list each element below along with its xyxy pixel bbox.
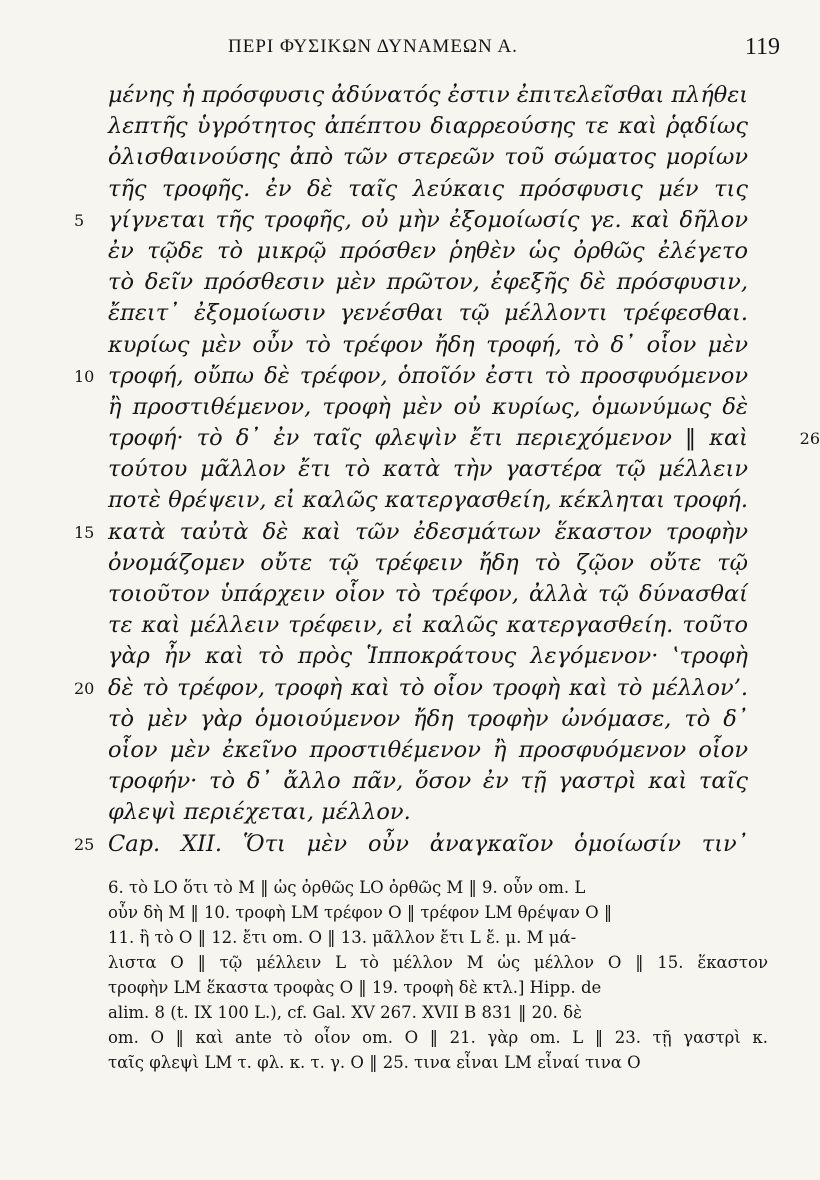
page-number: 119: [744, 34, 780, 60]
text-line: [108, 766, 776, 797]
footnote-line: οὖν δὴ M ‖ 10. τροφὴ LM τρέφον O ‖ τρέφον LM θρέψαν O ‖: [108, 903, 613, 922]
line-text: τροφήν· τὸ δ᾽ ἄλλο πᾶν, ὅσον ἐν τῇ γαστρὶ καὶ ταῖς: [108, 768, 748, 795]
text-line: [108, 236, 776, 267]
line-text: γὰρ ἦν καὶ τὸ πρὸς Ἱπποκράτους λεγόμενον· ‛τροφὴ: [108, 643, 748, 670]
footnote-line: λιστα O ‖ τῷ μέλλειν L τὸ μέλλον M ὡς μέλλον O ‖ 15. ἕκαστον: [108, 953, 768, 972]
critical-apparatus: [108, 875, 776, 1075]
text-line: [108, 423, 820, 454]
footnote-line: τροφὴν LM ἕκαστα τροφὰς O ‖ 19. τροφὴ δὲ κτλ.] Hipp. de: [108, 978, 602, 997]
line-text: τροφή· τὸ δ᾽ ἐν ταῖς φλεψὶν ἔτι περιεχόμενον ‖ καὶ: [108, 425, 748, 452]
text-line: [108, 610, 776, 641]
line-text: ἢ προστιθέμενον, τροφὴ μὲν οὐ κυρίως, ὁμωνύμως δὲ: [108, 393, 748, 420]
text-line: [108, 548, 776, 579]
line-text: τούτου μᾶλλον ἔτι τὸ κατὰ τὴν γαστέρα τῷ μέλλειν: [108, 456, 748, 483]
line-text: λεπτῆς ὑγρότητος ἀπέπτου διαρρεούσης τε καὶ ῥᾳδίως: [108, 113, 748, 140]
text-line: [74, 361, 776, 392]
text-line: [108, 392, 776, 423]
line-text: τοιοῦτον ὑπάρχειν οἷον τὸ τρέφον, ἀλλὰ τῷ δύνασθαί: [108, 581, 748, 607]
text-line: [108, 797, 776, 828]
text-line: [108, 111, 776, 142]
text-line: [108, 330, 776, 361]
footnote-line: 11. ἢ τὸ O ‖ 12. ἔτι om. O ‖ 13. μᾶλλον ἔτι L ἔ. μ. M μά-: [108, 928, 577, 947]
footnote-line: om. O ‖ καὶ ante τὸ οἷον om. O ‖ 21. γὰρ om. L ‖ 23. τῇ γαστρὶ κ.: [108, 1028, 768, 1047]
text-line: [108, 298, 776, 329]
text-line: [108, 485, 776, 516]
text-line: [108, 704, 776, 735]
footnote-line: alim. 8 (t. IX 100 L.), cf. Gal. XV 267. XVII B 831 ‖ 20. δὲ: [108, 1003, 582, 1022]
text-line: [108, 80, 776, 111]
line-text: τε καὶ μέλλειν τρέφειν, εἰ καλῶς κατεργασθείη. τοῦτο: [108, 612, 748, 639]
text-line: [108, 579, 776, 610]
line-text: ποτὲ θρέψειν, εἰ καλῶς κατεργασθείη, κέκληται τροφή.: [108, 487, 748, 514]
line-text: τροφή, οὔπω δὲ τρέφον, ὁποῖόν ἐστι τὸ προσφυόμενον: [108, 362, 748, 389]
line-number: 10: [74, 366, 95, 386]
line-text: δὲ τὸ τρέφον, τροφὴ καὶ τὸ οἷον τροφὴ καὶ τὸ μέλλον’.: [108, 674, 748, 701]
footnote-line: ταῖς φλεψὶ LM τ. φλ. κ. τ. γ. O ‖ 25. τινα εἶναι LM εἶναί τινα O: [108, 1053, 641, 1072]
text-line: [108, 142, 776, 173]
line-text: Cap. XII. Ὅτι μὲν οὖν ἀναγκαῖον ὁμοίωσίν τιν᾽: [108, 830, 748, 857]
text-line: [108, 641, 776, 672]
text-line: [74, 517, 776, 548]
text-line: [74, 829, 776, 860]
line-number: 15: [74, 522, 95, 542]
line-text: οἷον μὲν ἐκεῖνο προστιθέμενον ἢ προσφυόμενον οἷον: [108, 736, 748, 763]
text-line: [108, 735, 776, 766]
line-text: γίγνεται τῆς τροφῆς, οὐ μὴν ἐξομοίωσίς γε. καὶ δῆλον: [108, 206, 748, 233]
line-number: 25: [74, 834, 95, 854]
page-header: [90, 30, 780, 70]
line-text: τῆς τροφῆς. ἐν δὲ ταῖς λεύκαις πρόσφυσις μέν τις: [108, 175, 748, 202]
line-text: ἐν τῷδε τὸ μικρῷ πρόσθεν ῥηθὲν ὡς ὀρθῶς ἐλέγετο: [108, 237, 748, 264]
text-line: [74, 205, 776, 236]
line-text: ἔπειτ᾽ ἐξομοίωσιν γενέσθαι τῷ μέλλοντι τρέφεσθαι.: [108, 300, 748, 327]
line-number: 5: [74, 210, 85, 230]
text-line: [108, 267, 776, 298]
line-text: ὀνομάζομεν οὔτε τῷ τρέφειν ἤδη τὸ ζῷον οὔτε τῷ: [108, 549, 748, 576]
line-text: τὸ μὲν γὰρ ὁμοιούμενον ἤδη τροφὴν ὠνόμασε, τὸ δ᾽: [108, 705, 748, 732]
line-text: κατὰ ταὐτὰ δὲ καὶ τῶν ἐδεσμάτων ἕκαστον τροφὴν: [108, 518, 748, 545]
line-text: μένης ἡ πρόσφυσις ἀδύνατός ἐστιν ἐπιτελεῖσθαι πλήθει: [108, 82, 748, 108]
line-text: κυρίως μὲν οὖν τὸ τρέφον ἤδη τροφή, τὸ δ᾽ οἷον μὲν: [108, 331, 748, 358]
line-number: 20: [74, 678, 95, 698]
margin-reference: 26: [799, 429, 820, 449]
footnote-line: 6. τὸ LO ὅτι τὸ M ‖ ὡς ὀρθῶς LO ὀρθῶς M ‖ 9. οὖν om. L: [108, 878, 586, 897]
main-text: [74, 80, 820, 860]
line-text: ὀλισθαινούσης ἀπὸ τῶν στερεῶν τοῦ σώματος μορίων: [108, 144, 748, 171]
line-text: τὸ δεῖν πρόσθεσιν μὲν πρῶτον, ἐφεξῆς δὲ πρόσφυσιν,: [108, 269, 748, 296]
text-line: [108, 454, 776, 485]
line-text: φλεψὶ περιέχεται, μέλλον.: [108, 799, 411, 826]
text-line: [108, 174, 776, 205]
text-line: [74, 673, 776, 704]
running-head: ΠΕΡΙ ΦΥΣΙΚΩΝ ΔΥΝΑΜΕΩΝ Α.: [228, 36, 518, 57]
